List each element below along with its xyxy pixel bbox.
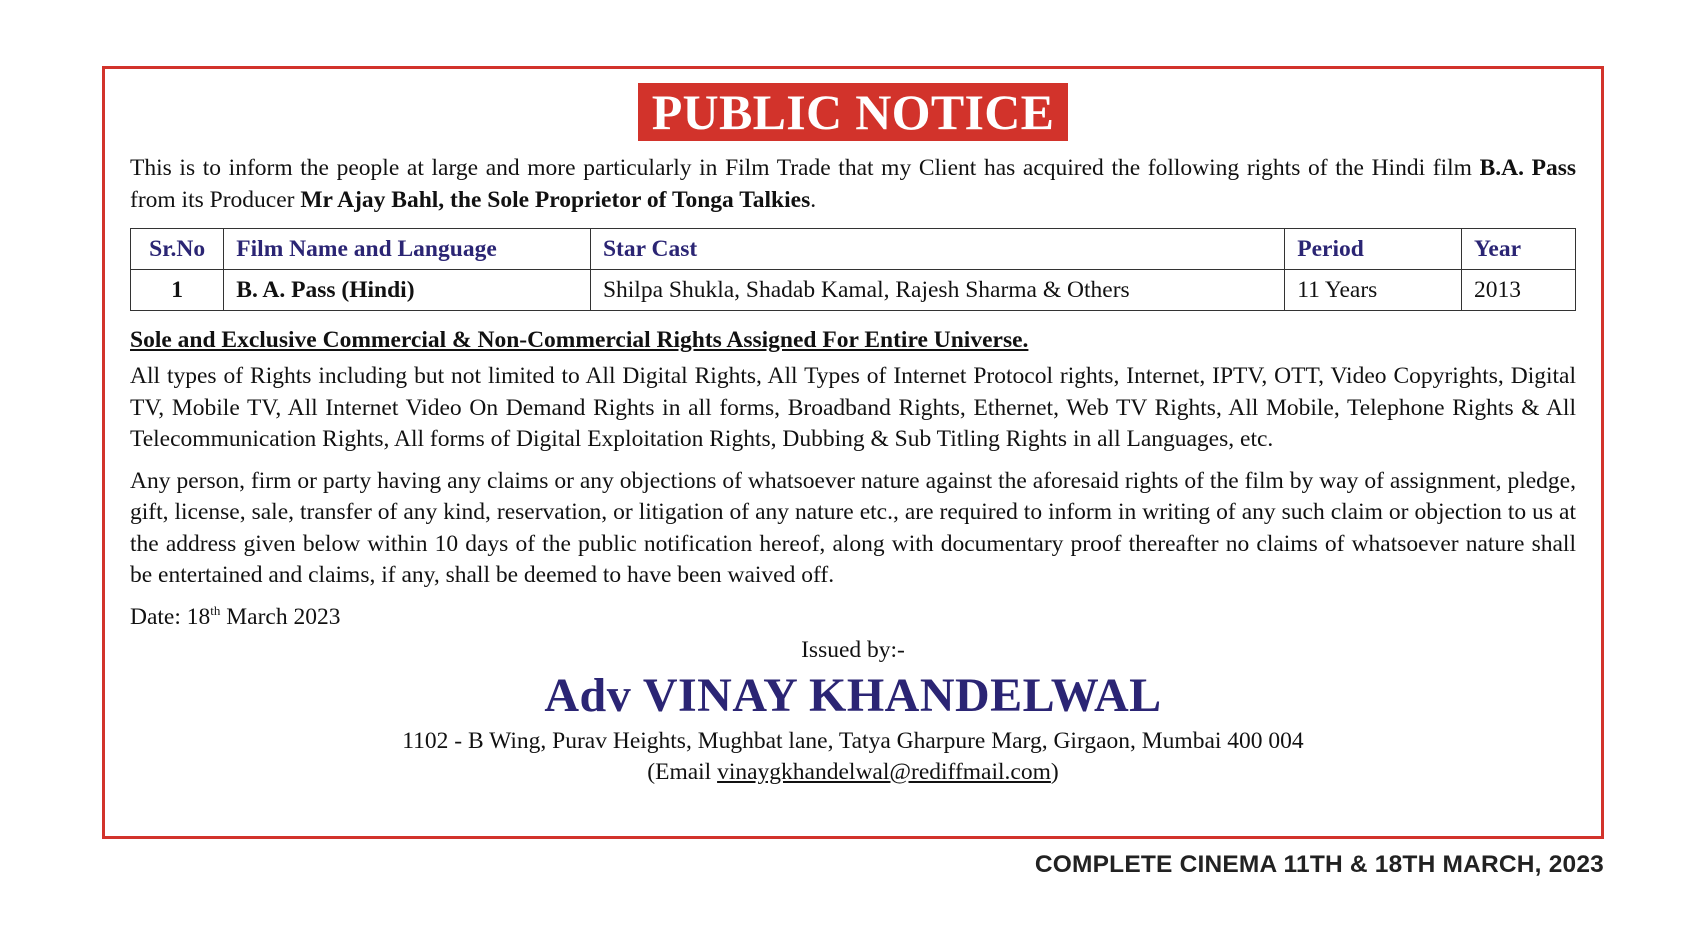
notice-date	[130, 602, 1576, 633]
date-suffix: March 2023	[220, 603, 341, 630]
intro-text-2: from its Producer	[130, 186, 295, 213]
date-superscript: th	[210, 602, 221, 618]
intro-film-name: B.A. Pass	[1479, 155, 1577, 181]
cell-film-name: B. A. Pass (Hindi)	[224, 270, 591, 311]
email-link[interactable]: vinaygkhandelwal@rediffmail.com	[717, 758, 1051, 785]
claims-paragraph: Any person, firm or party having any claims or any objections of whatsoever nature against the aforesaid rights of the film by way of assignment, pledge, gift, license, sale, transfer of any kind, reservation, or litigation of any nature etc., are required to inform in writing of any such claim or objection to us at the address given below within 10 days of the public notification hereof, along with documentary proof thereafter no claims of whatsoever nature shall be entertained and claims, if any, shall be deemed to have been waived off.	[130, 467, 1576, 588]
film-rights-table	[130, 228, 1576, 311]
date-prefix: Date: 18	[130, 603, 211, 630]
intro-text-1: This is to inform the people at large and more particularly in Film Trade that my Client has acquired the following rights of the Hindi film	[130, 155, 1472, 181]
rights-heading: Sole and Exclusive Commercial & Non-Commercial Rights Assigned For Entire Universe.	[130, 327, 1029, 353]
intro-paragraph	[130, 153, 1576, 216]
issued-by-label: Issued by:-	[801, 636, 905, 663]
header-star-cast: Star Cast	[590, 229, 1284, 270]
cell-sr-no: 1	[131, 270, 224, 311]
header-period: Period	[1285, 229, 1462, 270]
table-row	[131, 270, 1576, 311]
notice-content	[130, 153, 1576, 788]
advocate-address: 1102 - B Wing, Purav Heights, Mughbat lane, Tatya Gharpure Marg, Girgaon, Mumbai 400 004	[402, 727, 1304, 754]
notice-title: PUBLIC NOTICE	[638, 83, 1069, 141]
email-line	[130, 757, 1576, 788]
cell-star-cast: Shilpa Shukla, Shadab Kamal, Rajesh Sharma & Others	[590, 270, 1284, 311]
header-year: Year	[1462, 229, 1576, 270]
publication-footer: COMPLETE CINEMA 11TH & 18TH MARCH, 2023	[1034, 851, 1604, 878]
table-header-row	[131, 229, 1576, 270]
title-wrap	[105, 83, 1601, 141]
rights-paragraph: All types of Rights including but not limited to All Digital Rights, All Types of Internet Protocol rights, Internet, IPTV, OTT, Video Copyrights, Digital TV, Mobile TV, All Internet Video On Demand Rights in all forms, Broadband Rights, Ethernet, Web TV Rights, All Mobile, Telephone Rights & All Telecommunication Rights, All forms of Digital Exploitation Rights, Dubbing & Sub Titling Rights in all Languages, etc.	[130, 363, 1576, 452]
cell-period: 11 Years	[1285, 270, 1462, 311]
intro-producer: Mr Ajay Bahl, the Sole Proprietor of Tonga Talkies	[300, 186, 811, 213]
intro-end: .	[810, 186, 817, 213]
email-prefix: (Email	[647, 758, 718, 785]
header-film-name: Film Name and Language	[224, 229, 591, 270]
cell-year: 2013	[1462, 270, 1576, 311]
advocate-name: Adv VINAY KHANDELWAL	[544, 668, 1162, 722]
header-sr-no: Sr.No	[131, 229, 224, 270]
email-suffix: )	[1050, 758, 1059, 785]
public-notice-box	[102, 66, 1604, 839]
